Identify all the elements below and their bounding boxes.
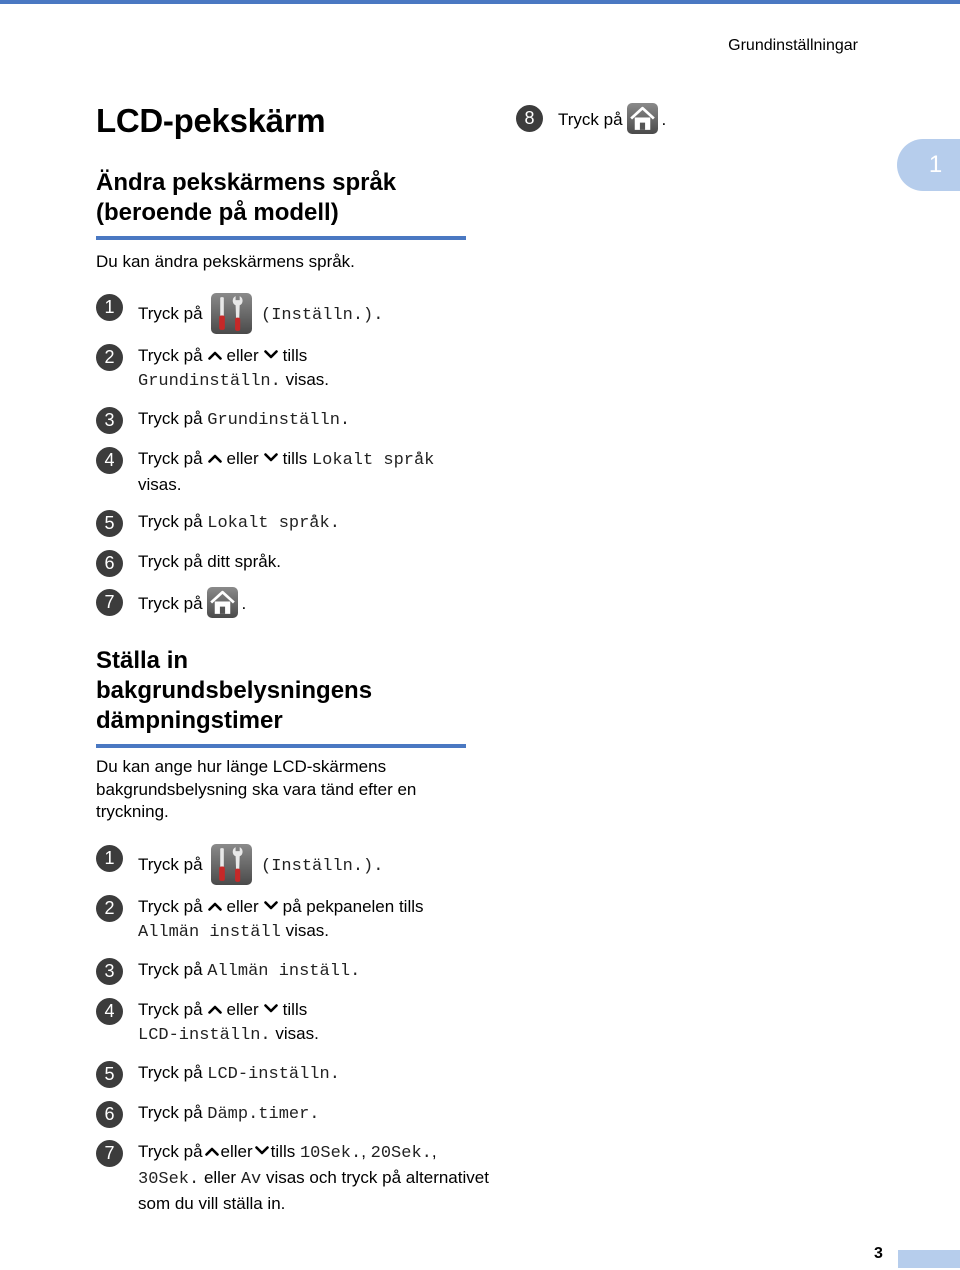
step [96,958,476,984]
step [96,550,476,574]
step-text: , [361,1142,366,1161]
chevron-down-icon [264,901,278,911]
step-number: 7 [96,589,123,616]
option-code: 30Sek. [138,1170,200,1189]
page-title: LCD-pekskärm [96,102,326,139]
step [96,407,476,433]
step-text: Tryck på [138,1142,203,1161]
step-text: tills [282,1000,308,1019]
step-number: 3 [96,958,123,985]
step-text: eller [220,1142,253,1161]
step-text: Tryck på [138,960,203,979]
heading-line: bakgrundsbelysningens [96,677,373,704]
step-text: Tryck på [138,1063,203,1082]
step [96,510,476,536]
step-text: eller [226,897,259,916]
step-number: 2 [96,344,123,371]
step-code: Allmän inställ. [207,962,361,981]
chevron-up-icon [205,1146,219,1156]
step-text: Tryck på [138,409,203,428]
step-number: 8 [516,105,543,132]
step-number: 4 [96,998,123,1025]
step-code: Lokalt språk. [207,514,340,533]
heading-line: dämpningstimer [96,707,283,734]
step-number: 1 [96,845,123,872]
step [96,845,476,886]
running-head: Grundinställningar [728,37,858,54]
option-code: Av [240,1170,262,1189]
heading-line: Ställa in [96,647,189,674]
step-code: Dämp.timer. [207,1105,320,1124]
intro-paragraph: Du kan ange hur länge LCD-skärmens bakgrundsbelysning ska vara tänd efter en tryckning. [96,757,417,821]
step-text: Tryck på [138,897,203,916]
section-heading-dimmer [96,646,466,748]
step-code: LCD-inställn. [138,1026,271,1045]
step [96,998,476,1048]
step-code: (Inställn.). [261,856,384,876]
step-text: Tryck på [138,1103,203,1122]
chapter-tab: 1 [897,139,960,191]
chevron-up-icon [208,350,222,360]
heading-line: Ändra pekskärmens språk [96,169,397,196]
page-number: 3 [874,1245,883,1262]
step-number: 7 [96,1140,123,1167]
home-icon[interactable] [207,587,238,618]
step [96,1140,496,1216]
step-text: Tryck på [138,1000,203,1019]
step-text: eller [226,346,259,365]
step [96,1061,476,1087]
settings-tools-icon[interactable] [211,844,252,885]
home-icon[interactable] [627,103,658,134]
step-number: 1 [96,294,123,321]
option-code: 20Sek. [370,1144,432,1163]
step-number: 4 [96,447,123,474]
step-text: . [241,593,247,613]
chevron-up-icon [208,453,222,463]
step-text: Tryck på [138,593,203,613]
step-text: Tryck på [138,512,203,531]
step-text: eller [226,449,259,468]
step-number: 6 [96,550,123,577]
step-code: Allmän inställ [138,923,281,942]
step [96,589,476,620]
heading-line: (beroende på modell) [96,199,339,226]
step-code: Grundinställn. [138,372,281,391]
chevron-up-icon [208,1004,222,1014]
intro-paragraph: Du kan ändra pekskärmens språk. [96,252,355,271]
section-heading-language [96,168,466,240]
step-number: 2 [96,895,123,922]
chevron-down-icon [264,350,278,360]
step-text: tills [282,346,308,365]
step-text: Tryck på [138,449,203,468]
step [96,1101,476,1127]
step-number: 5 [96,1061,123,1088]
chevron-up-icon [208,901,222,911]
step [96,895,476,945]
step-text: , [431,1142,437,1161]
step [96,447,476,497]
step-text: Tryck på ditt språk. [138,552,281,571]
step-text: visas. [285,370,330,389]
step-text: tills [270,1142,296,1161]
step [96,344,476,394]
step-text: Tryck på [138,854,203,874]
footer-bar [898,1250,960,1268]
step-text: . [661,109,667,129]
step-code: (Inställn.). [261,305,384,325]
step-code: Grundinställn. [207,411,351,430]
step [96,294,476,335]
step-code: LCD-inställn. [207,1065,340,1084]
step-text: visas. [275,1024,319,1043]
step-text: visas. [138,475,182,494]
step-text: visas. [285,921,330,940]
chevron-down-icon [264,1004,278,1014]
chevron-down-icon [264,453,278,463]
option-code: 10Sek. [299,1144,362,1163]
step-number: 5 [96,510,123,537]
step-text: tills [282,449,308,468]
step [516,105,816,136]
step-number: 6 [96,1101,123,1128]
step-text: Tryck på [138,346,203,365]
step-text: eller [203,1168,237,1187]
step-text: eller [226,1000,259,1019]
step-number: 3 [96,407,123,434]
step-text: Tryck på [138,303,203,323]
settings-tools-icon[interactable] [211,293,252,334]
step-text: visas och tryck på alternativet som du vill ställa in. [138,1168,489,1213]
top-rule [0,0,960,4]
step-text: på pekpanelen tills [282,897,424,916]
step-text: Tryck på [558,109,623,129]
step-code: Lokalt språk [311,451,435,470]
chevron-down-icon [255,1146,269,1156]
